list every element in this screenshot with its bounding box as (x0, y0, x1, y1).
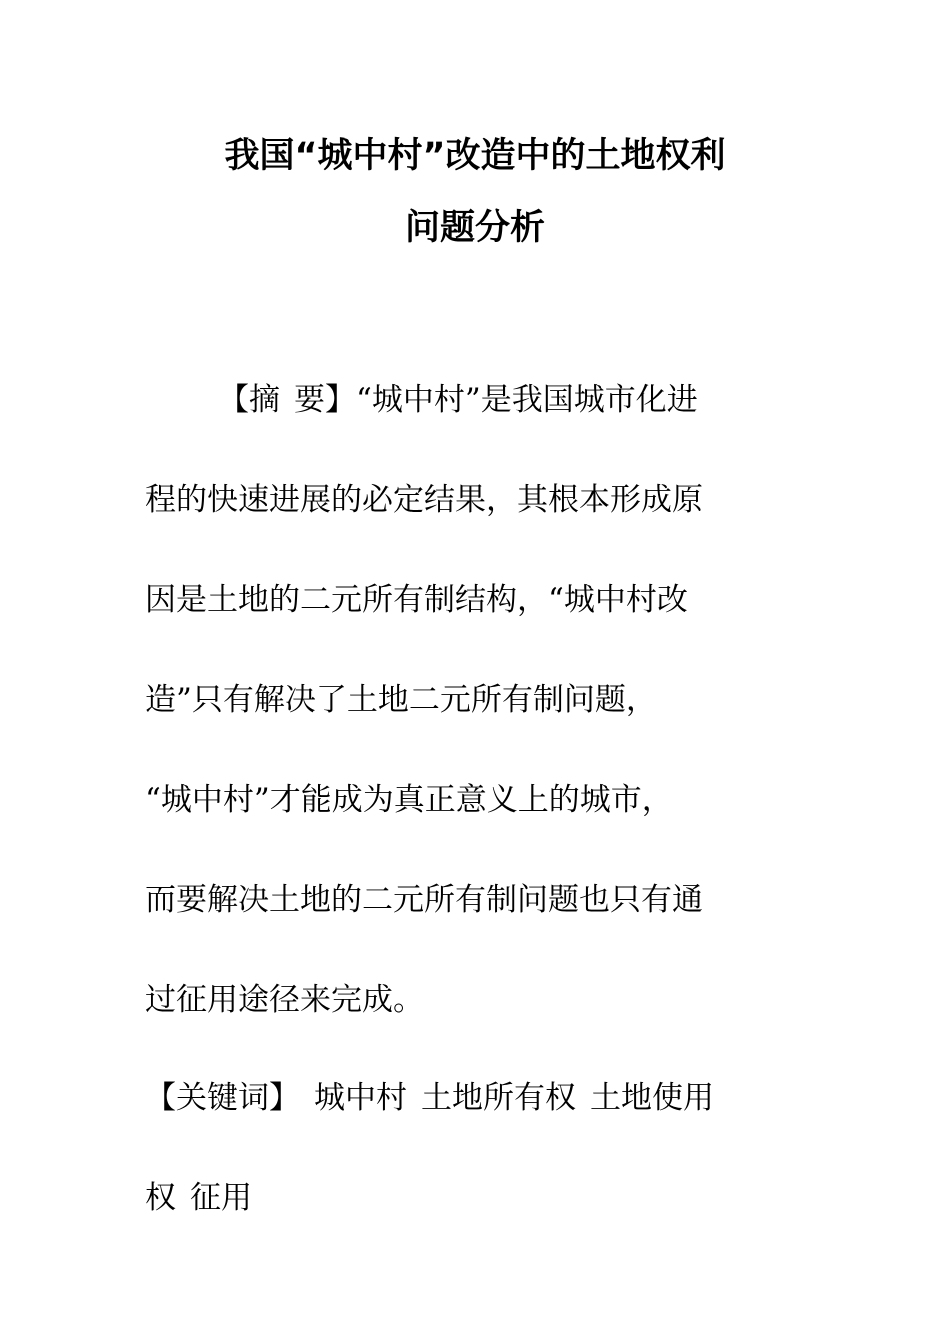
keyword-item: 城中村 (314, 1080, 407, 1116)
keywords-label: 【关键词】 (145, 1080, 300, 1116)
abstract-text-line-3: 因是土地的二元所有制结构，“城中村改 (145, 582, 688, 618)
abstract-text-line-1: “城中村”是我国城市化进 (356, 382, 698, 418)
abstract-first-line (218, 380, 698, 420)
keyword-item: 土地使用 (590, 1080, 714, 1116)
document-title-line-2: 问题分析 (404, 208, 545, 248)
abstract-text-line-5: “城中村”才能成为真正意义上的城市， (145, 782, 673, 818)
keywords-line-1 (145, 1078, 714, 1118)
abstract-label-close: 要】 (294, 382, 356, 418)
abstract-label-open: 【摘 (218, 382, 280, 418)
keyword-item: 土地所有权 (421, 1080, 576, 1116)
document-title-line-1: 我国“城中村”改造中的土地权利 (224, 136, 726, 176)
abstract-text-line-4: 造”只有解决了土地二元所有制问题， (145, 682, 657, 718)
keyword-item: 权 (145, 1180, 176, 1216)
keyword-item: 征用 (190, 1180, 252, 1216)
abstract-text-line-6: 而要解决土地的二元所有制问题也只有通 (145, 882, 703, 918)
abstract-text-line-2: 程的快速进展的必定结果，其根本形成原 (145, 482, 703, 518)
abstract-text-line-7: 过征用途径来完成。 (145, 982, 424, 1018)
keywords-line-2 (145, 1178, 252, 1218)
